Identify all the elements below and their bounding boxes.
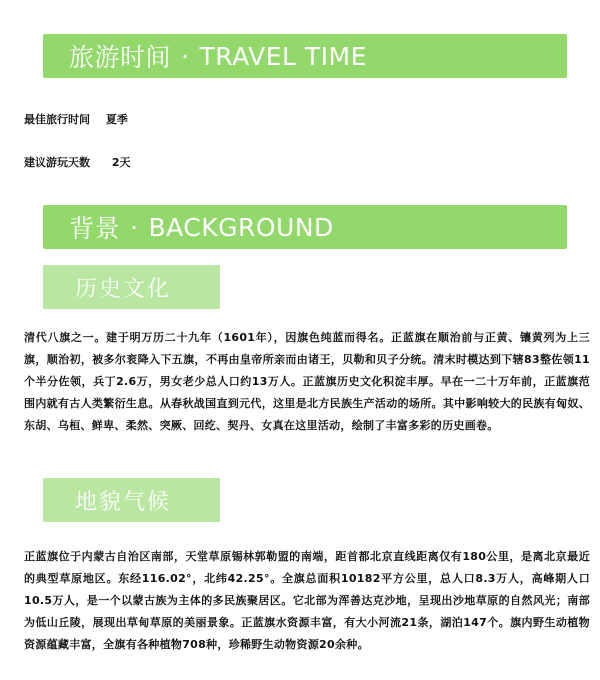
suggested-days-row — [24, 154, 131, 170]
landform-climate-paragraph: 正蓝旗位于内蒙古自治区南部，天堂草原锡林郭勒盟的南端，距首都北京直线距离仅有180公里，是离北京最近的典型草原地区。东经116.02°，北纬42.25°。全旗总面积10182平方公里，总人口8.3万人，高峰期人口10.5万人，是一个以蒙古族为主体的多民族聚居区。它北部为浑善达克沙地，呈现出沙地草原的自然风光；南部为低山丘陵，展现出草甸草原的美丽景象。正蓝旗水资源丰富，有大小河流21条，湖泊147个。旗内野生动植物资源蕴藏丰富，全旗有各种植物708种，珍稀野生动物资源20余种。 — [24, 550, 590, 651]
history-culture-heading — [43, 265, 220, 309]
travel-time-banner — [43, 34, 567, 78]
history-culture-heading-text: 历史文化 — [75, 276, 172, 302]
history-culture-paragraph: 清代八旗之一。建于明万历二十九年（1601年），因旗色纯蓝而得名。正蓝旗在顺治前与正黄、镶黄列为上三旗，顺治初，被多尔衮降入下五旗，不再由皇帝所亲而由诸王，贝勒和贝子分统。清末时模达到下辖83整佐领11个半分佐领，兵丁2.6万，男女老少总人口约13万人。正蓝旗历史文化积淀丰厚。早在一二十万年前，正蓝旗范围内就有古人类繁衍生息。从春秋战国直到元代，这里是北方民族生产活动的场所。其中影响较大的民族有匈奴、东胡、乌桓、鲜卑、柔然、突厥、回纥、契丹、女真在这里活动，绘制了丰富多彩的历史画卷。 — [24, 331, 590, 432]
best-time-row — [24, 111, 128, 127]
background-title-en: BACKGROUND — [148, 212, 334, 242]
landform-climate-heading-text: 地貌气候 — [75, 489, 172, 515]
background-title-cn: 背景 — [69, 214, 121, 243]
best-time-value: 夏季 — [105, 113, 128, 126]
background-separator: · — [130, 212, 139, 242]
travel-time-title-en: TRAVEL TIME — [199, 41, 367, 71]
best-time-label: 最佳旅行时间 — [24, 113, 90, 126]
background-banner — [43, 205, 567, 249]
travel-time-separator: · — [181, 41, 190, 71]
travel-time-title-cn: 旅游时间 — [69, 43, 172, 72]
suggested-days-value: 2天 — [111, 156, 131, 169]
suggested-days-label: 建议游玩天数 — [24, 156, 90, 169]
landform-climate-heading — [43, 478, 220, 522]
